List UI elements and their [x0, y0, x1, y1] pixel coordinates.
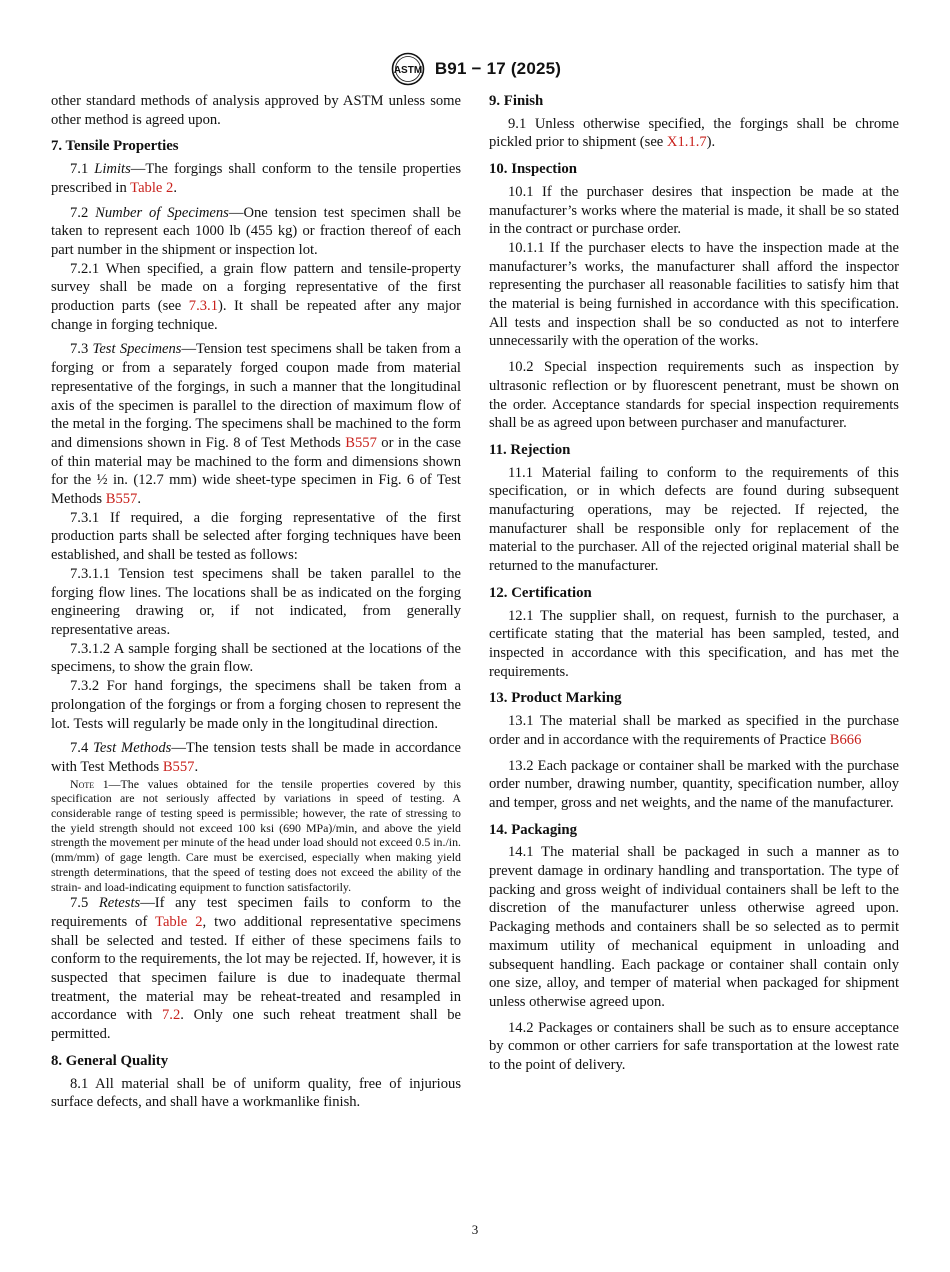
paragraph-7-5: 7.5 Retests—If any test specimen fails to conform to the requirements of Table 2, two additional representative specimens shall be selected and tested. If either of these specimens fails to conform to the requirements, the lot may be rejected. If, however, it is suspected that specimen failure is due to inadequate thermal treatment, the material may be reheat-treated and resampled in accordance with 7.2. Only one such reheat treatment shall be permitted. — [51, 895, 461, 1043]
table-2-link[interactable]: Table 2 — [155, 913, 203, 930]
paragraph-10-2: 10.2 Special inspection requirements such as inspection by ultrasonic reflection or by fluorescent penetrant, must be shown on the order. Acceptance standards for special inspection requirements shall be as agreed upon between purchaser and manufacturer. — [489, 359, 899, 432]
paragraph-12-1: 12.1 The supplier shall, on request, furnish to the purchaser, a certificate stating that the material has been sampled, tested, and inspected in accordance with this specification, and has met the requirements. — [489, 607, 899, 680]
intro-paragraph: other standard methods of analysis approved by ASTM unless some other method is agreed upon. — [51, 93, 461, 128]
page-header — [0, 52, 950, 86]
section-7-title: 7. Tensile Properties — [51, 138, 179, 155]
paragraph-7-3-1-1: 7.3.1.1 Tension test specimens shall be taken parallel to the forging flow lines. The locations shall be as indicated on the forging engineering drawing or, if not indicated, from generally representative areas. — [51, 565, 461, 638]
section-14-title: 14. Packaging — [489, 821, 577, 838]
paragraph-7-1: 7.1 Limits—The forgings shall conform to the tensile properties prescribed in Table 2. — [51, 161, 461, 196]
paragraph-7-3-1: 7.3.1 If required, a die forging representative of the first production parts shall be selected after forging techniques have been established, and shall be tested as follows: — [51, 509, 461, 564]
paragraph-8-1: 8.1 All material shall be of uniform quality, free of injurious surface defects, and shall have a workmanlike finish. — [51, 1075, 461, 1111]
table-2-link[interactable]: Table 2 — [130, 179, 174, 196]
section-10-title: 10. Inspection — [489, 161, 577, 178]
x1-1-7-link[interactable]: X1.1.7 — [666, 134, 707, 151]
note-1: Note 1—The values obtained for the tensile properties covered by this specification are not seriously affected by variations in speed of testing. A considerable range of testing speed is permissible; however, the rate of stressing to the yield strength should not exceed 100 ksi (690 MPa)/min, and above the yield strength the movement per minute of the head under load should not exceed 0.5 in./in. (mm/mm) of gage length. Care must be exercised, especially when making yield strength determinations, that the speed of testing does not exceed the ability of the strain- and load-indicating equipment to function satisfactorily. — [51, 776, 461, 894]
section-8-title: 8. General Quality — [51, 1052, 169, 1069]
page-number: 3 — [471, 1222, 479, 1237]
svg-text:ASTM: ASTM — [393, 65, 422, 76]
paragraph-7-2: 7.2 Number of Specimens—One tension test specimen shall be taken to represent each 1000 lb (455 kg) or fraction thereof of each part number in the shipment or inspection lot. — [51, 204, 461, 258]
paragraph-7-2-1: 7.2.1 When specified, a grain flow pattern and tensile-property survey shall be made on a forging representative of the first production parts (see 7.3.1). It shall be repeated after any major change in forging technique. — [51, 260, 461, 333]
paragraph-13-2: 13.2 Each package or container shall be marked with the purchase order number, drawing number, quantity, specification number, alloy and temper, gross and net weights, and the name of the manufacturer. — [489, 757, 899, 811]
astm-logo-icon — [389, 52, 427, 86]
right-column — [489, 92, 899, 1075]
paragraph-7-3: 7.3 Test Specimens—Tension test specimens shall be taken from a forging or from a separately forged coupon made from material representative of the forgings, in such a manner that the longitudinal axis of the specimen is parallel to the direction of maximum flow of the metal in the forging. The specimens shall be machined to the form and dimensions shown in Fig. 8 of Test Methods B557 or in the case of thin material may be machined to the form and dimensions shown for the ½ in. (12.7 mm) wide sheet-type specimen in Fig. 6 of Test Methods B557. — [51, 341, 462, 508]
section-9-title: 9. Finish — [489, 93, 544, 109]
paragraph-10-1: 10.1 If the purchaser desires that inspection be made at the manufacturer’s works where the material is made, it shall be so stated in the contract or purchase order. — [489, 183, 899, 238]
section-7-2-link[interactable]: 7.2 — [162, 1007, 181, 1024]
section-11-title: 11. Rejection — [489, 441, 571, 458]
paragraph-13-1: 13.1 The material shall be marked as specified in the purchase order and in accordance with the requirements of Practice B666 — [489, 713, 899, 748]
paragraph-11-1: 11.1 Material failing to conform to the requirements of this specification, or in which defects are found during subsequent manufacturing operations, may be rejected. If rejected, the manufacturer shall be responsible only for replacement of the material to the purchaser. All of the rejected original material shall be returned to the manufacturer. — [489, 464, 899, 575]
b557-link[interactable]: B557 — [345, 434, 377, 451]
paragraph-9-1: 9.1 Unless otherwise specified, the forgings shall be chrome pickled prior to shipment (see X1.1.7). — [489, 115, 899, 151]
paragraph-7-3-1-2: 7.3.1.2 A sample forging shall be sectioned at the locations of the specimens, to show the grain flow. — [51, 640, 461, 676]
paragraph-7-4: 7.4 Test Methods—The tension tests shall be made in accordance with Test Methods B557. — [51, 740, 461, 775]
paragraph-14-2: 14.2 Packages or containers shall be such as to ensure acceptance by common or other carriers for safe transportation at the lowest rate to the point of delivery. — [489, 1019, 899, 1074]
paragraph-10-1-1: 10.1.1 If the purchaser elects to have the inspection made at the manufacturer’s works, the manufacturer shall afford the inspector representing the purchaser all reasonable facilities to satisfy him that the material is being furnished in accordance with this specification. All tests and inspection shall be so conducted as not to interfere unnecessarily with the operation of the works. — [489, 239, 899, 350]
paragraph-14-1: 14.1 The material shall be packaged in such a manner as to prevent damage in ordinary handling and transportation. The type of packing and gross weight of individual containers shall be left to the discretion of the manufacturer unless otherwise agreed upon. Packaging methods and containers shall be so selected as to permit maximum utility of mechanical equipment in unloading and subsequent handling. Each package or container shall contain only one size, alloy, and temper of material when packaged for shipment unless otherwise agreed upon. — [489, 844, 899, 1010]
left-column — [51, 92, 461, 1112]
paragraph-7-3-2: 7.3.2 For hand forgings, the specimens shall be taken from a prolongation of the forgings or from a forging chosen to represent the lot. Tests will regularly be made only in the longitudinal direction. — [51, 678, 461, 732]
b557-link[interactable]: B557 — [105, 491, 138, 508]
b557-link[interactable]: B557 — [162, 758, 195, 775]
section-12-title: 12. Certification — [489, 584, 592, 601]
b666-link[interactable]: B666 — [829, 731, 862, 748]
section-13-title: 13. Product Marking — [489, 690, 622, 707]
document-designation: B91 − 17 (2025) — [434, 59, 562, 78]
section-7-3-1-link[interactable]: 7.3.1 — [188, 298, 218, 315]
